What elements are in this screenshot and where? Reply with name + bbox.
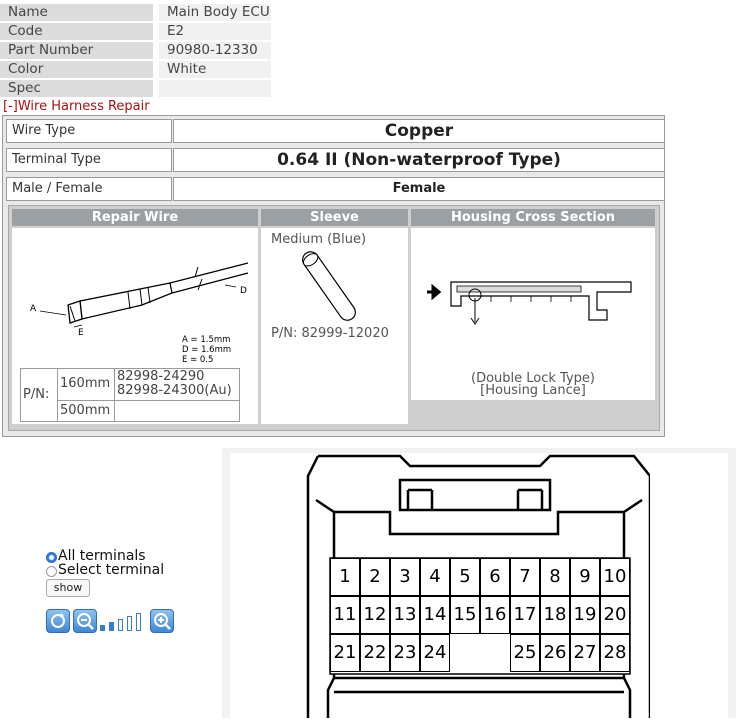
zoom-level-slider[interactable] — [100, 613, 148, 631]
sleeve-part-number: P/N: 82999-12020 — [271, 326, 389, 341]
info-value: E2 — [153, 23, 271, 40]
repair-parts-grid — [8, 205, 660, 431]
info-key: Name — [0, 4, 153, 21]
spec-d: D = 1.6mm — [182, 345, 232, 355]
terminal-pin-9[interactable]: 9 — [570, 558, 600, 596]
zoom-step[interactable] — [127, 616, 132, 631]
info-value: 90980-12330 — [153, 42, 271, 59]
terminal-pin-1[interactable]: 1 — [330, 558, 360, 596]
info-value: Main Body ECU — [153, 4, 271, 21]
zoom-step[interactable] — [118, 619, 123, 631]
spec-e: E = 0.5 — [182, 355, 214, 365]
repair-wire-header: Repair Wire — [12, 209, 258, 226]
terminal-pin-24[interactable]: 24 — [420, 634, 450, 672]
sleeve-header: Sleeve — [261, 209, 408, 226]
housing-cell — [411, 228, 655, 400]
spec-a: A = 1.5mm — [182, 335, 231, 345]
housing-image — [421, 232, 643, 362]
connector-info-table — [0, 2, 271, 99]
terminal-pin-17[interactable]: 17 — [510, 596, 540, 634]
zoom-in-button[interactable] — [150, 609, 174, 633]
zoom-step[interactable] — [109, 622, 114, 631]
terminal-pin-25[interactable]: 25 — [510, 634, 540, 672]
repair-wire-image — [20, 233, 250, 368]
info-key: Code — [0, 23, 153, 40]
terminal-pin-5[interactable]: 5 — [450, 558, 480, 596]
housing-header: Housing Cross Section — [411, 209, 655, 226]
info-row-name — [0, 4, 271, 21]
sleeve-cell — [261, 228, 408, 424]
terminal-pin-20[interactable]: 20 — [600, 596, 630, 634]
length-160: 160mm — [58, 369, 115, 401]
gender-value: Female — [173, 177, 665, 201]
info-row-spec — [0, 80, 271, 97]
info-value: White — [153, 61, 271, 78]
zoom-step[interactable] — [100, 625, 105, 631]
housing-caption-2: [Housing Lance] — [480, 383, 586, 398]
info-row-part-number — [0, 42, 271, 59]
terminal-pin-22[interactable]: 22 — [360, 634, 390, 672]
select-terminal-label[interactable]: Select terminal — [58, 562, 165, 578]
housing-caption-1: (Double Lock Type) — [471, 371, 595, 386]
terminal-pin-15[interactable]: 15 — [450, 596, 480, 634]
terminal-pin-28[interactable]: 28 — [600, 634, 630, 672]
part-number: 82998-24300(Au) — [117, 383, 232, 399]
terminal-pin-4[interactable]: 4 — [420, 558, 450, 596]
dim-a-label: A — [30, 304, 37, 314]
info-key: Part Number — [0, 42, 153, 59]
terminal-pin-19[interactable]: 19 — [570, 596, 600, 634]
terminal-type-label: Terminal Type — [6, 148, 172, 172]
sleeve-image — [269, 250, 391, 322]
terminal-pin-23[interactable]: 23 — [390, 634, 420, 672]
terminal-pin-7[interactable]: 7 — [510, 558, 540, 596]
terminal-pin-26[interactable]: 26 — [540, 634, 570, 672]
zoom-step[interactable] — [136, 613, 141, 631]
dim-e-label: E — [78, 328, 84, 338]
reset-view-button[interactable] — [46, 609, 70, 633]
terminal-pin-18[interactable]: 18 — [540, 596, 570, 634]
zoom-out-icon — [74, 610, 96, 632]
info-key: Color — [0, 61, 153, 78]
wire-type-value: Copper — [173, 119, 665, 143]
part-number: 82998-24290 — [117, 369, 205, 385]
repair-wire-cell — [12, 228, 258, 424]
zoom-out-button[interactable] — [73, 609, 97, 633]
select-terminal-radio[interactable] — [46, 566, 57, 577]
zoom-in-icon — [151, 610, 173, 632]
info-row-code — [0, 23, 271, 40]
show-button[interactable]: show — [46, 579, 90, 597]
gender-label: Male / Female — [6, 177, 172, 201]
terminal-pin-6[interactable]: 6 — [480, 558, 510, 596]
terminal-type-value: 0.64 II (Non-waterproof Type) — [173, 148, 665, 172]
part-numbers-500 — [115, 400, 240, 421]
terminal-pin-27[interactable]: 27 — [570, 634, 600, 672]
all-terminals-radio[interactable] — [46, 552, 57, 563]
terminal-pin-11[interactable]: 11 — [330, 596, 360, 634]
terminal-pin-16[interactable]: 16 — [480, 596, 510, 634]
refresh-icon — [47, 610, 69, 632]
terminal-pin-2[interactable]: 2 — [360, 558, 390, 596]
sleeve-desc: Medium (Blue) — [271, 232, 367, 247]
dim-d-label: D — [240, 286, 247, 296]
repair-wire-part-table — [20, 368, 240, 422]
info-value — [153, 80, 271, 97]
part-numbers-160 — [115, 369, 240, 401]
terminal-pin-21[interactable]: 21 — [330, 634, 360, 672]
terminal-pin-3[interactable]: 3 — [390, 558, 420, 596]
wire-type-label: Wire Type — [6, 119, 172, 143]
wire-harness-repair-toggle[interactable]: [-]Wire Harness Repair — [3, 99, 150, 114]
info-key: Spec — [0, 80, 153, 97]
pn-label: P/N: — [21, 369, 58, 422]
all-terminals-label[interactable]: All terminals — [58, 548, 146, 564]
terminal-pin-8[interactable]: 8 — [540, 558, 570, 596]
terminal-pin-10[interactable]: 10 — [600, 558, 630, 596]
wire-harness-repair-panel — [2, 115, 665, 437]
terminal-pin-12[interactable]: 12 — [360, 596, 390, 634]
terminal-pin-13[interactable]: 13 — [390, 596, 420, 634]
length-500: 500mm — [58, 400, 115, 421]
info-row-color — [0, 61, 271, 78]
terminal-pin-14[interactable]: 14 — [420, 596, 450, 634]
